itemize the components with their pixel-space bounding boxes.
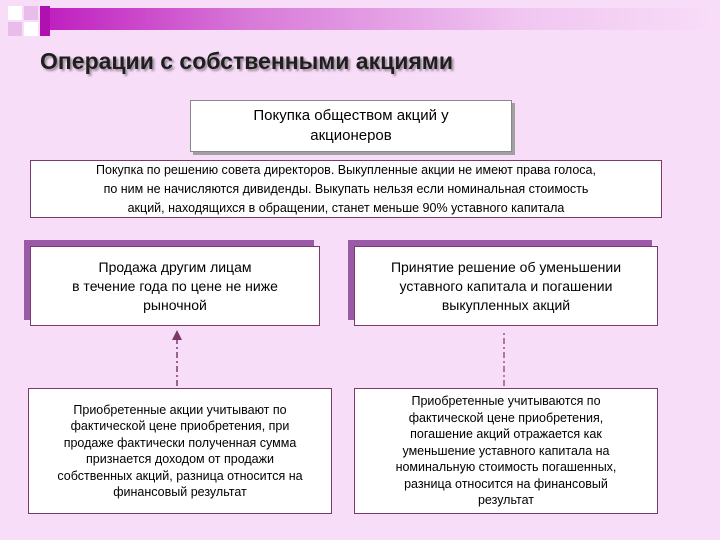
conditions-line: Покупка по решению совета директоров. Выкупленные акции не имеют права голоса, <box>96 162 596 177</box>
accounting-sale-line: финансовый результат <box>113 485 247 499</box>
purchase-line: Покупка обществом акций у <box>253 107 449 124</box>
accounting-cancel-box <box>354 388 658 514</box>
accounting-sale-line: собственных акций, разница относится на <box>57 468 303 483</box>
accounting-sale-line: признается доходом от продажи <box>86 452 274 466</box>
capital-reduction-line: уставного капитала и погашении <box>399 277 613 294</box>
accounting-sale-box <box>28 388 332 514</box>
sale-line: Продажа другим лицам <box>98 258 252 275</box>
sale-line: рыночной <box>143 296 207 313</box>
accounting-cancel-line: уменьшение уставного капитала на <box>402 443 610 458</box>
purchase-line: акционеров <box>310 127 392 144</box>
conditions-line: акций, находящихся в обращении, станет меньше 90% уставного капитала <box>127 200 565 215</box>
accounting-cancel-line: фактической цене приобретения, <box>408 410 604 425</box>
capital-reduction-line: Принятие решение об уменьшении <box>390 258 622 275</box>
accounting-sale-line: фактической цене приобретения, при <box>70 419 290 433</box>
accounting-cancel-line: Приобретенные учитываются по <box>411 394 601 409</box>
arrow-head-left <box>172 330 182 340</box>
conditions-line: по ним не начисляются дивиденды. Выкупать нельзя если номинальная стоимость <box>103 181 589 196</box>
accounting-sale-line: Приобретенные акции учитывают по <box>73 402 287 417</box>
slide-title: Операции с собственными акциями <box>40 48 453 74</box>
accounting-cancel-line: погашение акций отражается как <box>410 427 602 442</box>
accounting-cancel-line: номинальную стоимость погашенных, <box>395 460 617 475</box>
sale-line: в течение года по цене не ниже <box>72 277 278 294</box>
accounting-cancel-line: разница относится на финансовый <box>404 476 608 491</box>
accounting-cancel-line: результат <box>477 493 534 508</box>
capital-reduction-line: выкупленных акций <box>441 296 571 313</box>
accounting-sale-line: продаже фактически полученная сумма <box>63 435 297 450</box>
